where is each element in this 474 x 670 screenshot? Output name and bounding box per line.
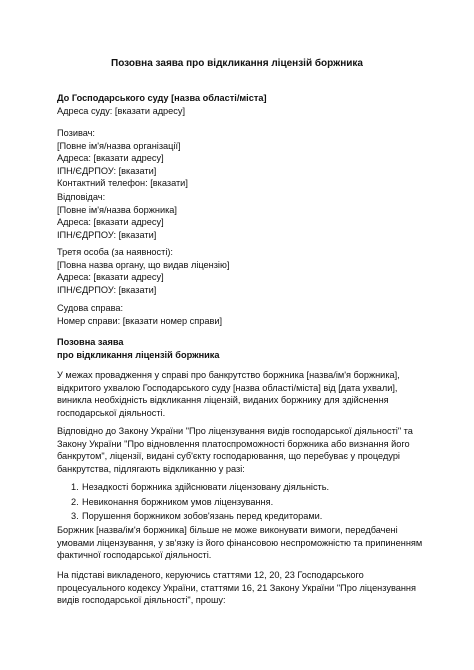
paragraph-line: У межах провадження у справі про банкрутство боржника [назва/ім'я боржника], [57, 370, 400, 380]
plaintiff-ipn: ІПН/ЄДРПОУ: [вказати] [57, 165, 157, 176]
paragraph-line: На підставі викладеного, керуючись статтями 12, 20, 23 Господарського [57, 570, 364, 580]
statement-heading-line1: Позовна заява [57, 337, 124, 347]
plaintiff-address: Адреса: [вказати адресу] [57, 153, 164, 163]
third-party-address: Адреса: [вказати адресу] [57, 272, 164, 282]
paragraph-line: умовами ліцензування, у зв'язку із його фінансовою неспроможністю та припиненням [57, 537, 423, 548]
paragraph-line: виникла необхідність відкликання ліцензій, виданих боржнику для здійснення [57, 395, 389, 405]
paragraph-line: Боржник [назва/ім'я боржника] більше не може виконувати вимоги, передбачені [57, 525, 398, 535]
case-label: Судова справа: [57, 303, 124, 313]
defendant-ipn: ІПН/ЄДРПОУ: [вказати] [57, 229, 157, 240]
defendant-address: Адреса: [вказати адресу] [57, 217, 164, 227]
reasons-list [57, 481, 427, 523]
list-item-text: Незадкості боржника здійснювати ліцензовану діяльність. [82, 482, 330, 492]
paragraph-line: відкритого ухвалою Господарського суду [назва області/міста] від [дата ухвали], [57, 382, 398, 393]
third-party-name: [Повна назва органу, що видав ліцензію] [57, 259, 230, 270]
case-number: Номер справи: [вказати номер справи] [57, 315, 223, 326]
paragraph-line: фактичної господарської діяльності. [57, 550, 212, 560]
paragraph-line: Відповідно до Закону України "Про ліцензування видів господарської діяльності" та [57, 426, 413, 436]
third-party-block [57, 246, 427, 296]
paragraph-line: банкрутом", ліцензії, видані суб'єкту господарювання, що перебуває у процедурі [57, 451, 400, 461]
document-title: Позовна заява про відкликання ліцензій боржника [111, 58, 363, 69]
plaintiff-block [57, 127, 427, 190]
plaintiff-name: [Повне ім'я/назва організації] [57, 140, 181, 151]
list-item-number: 2. [71, 496, 79, 507]
plaintiff-phone: Контактний телефон: [вказати] [57, 178, 188, 188]
paragraph-4 [57, 569, 427, 607]
third-party-ipn: ІПН/ЄДРПОУ: [вказати] [57, 284, 157, 295]
statement-heading-line2: про відкликання ліцензій боржника [57, 349, 220, 360]
plaintiff-label: Позивач: [57, 128, 95, 138]
defendant-label: Відповідач: [57, 192, 106, 202]
paragraph-3 [57, 524, 427, 562]
case-block [57, 302, 427, 327]
list-item-number: 1. [71, 482, 79, 492]
paragraph-1 [57, 369, 427, 419]
paragraph-line: господарської діяльності. [57, 407, 166, 418]
court-address: Адреса суду: [вказати адресу] [57, 105, 186, 116]
paragraph-line: процесуального кодексу України, статтями 16, 21 Закону України "Про ліцензування [57, 582, 416, 593]
defendant-name: [Повне ім'я/назва боржника] [57, 204, 177, 215]
list-item [57, 510, 427, 523]
paragraph-line: Закону України "Про відновлення платоспроможності боржника або визнання його [57, 438, 410, 449]
list-item-number: 3. [71, 511, 79, 521]
paragraph-line: банкрутства, підлягають відкликанню у разі: [57, 463, 245, 474]
paragraph-2 [57, 425, 427, 475]
list-item-text: Невиконання боржником умов ліцензування. [82, 496, 274, 507]
statement-heading [57, 336, 427, 361]
list-item [57, 496, 427, 509]
defendant-block [57, 191, 427, 241]
list-item [57, 481, 427, 494]
court-heading: До Господарського суду [назва області/міста] [57, 93, 267, 103]
court-block [57, 92, 427, 117]
list-item-text: Порушення боржником зобов'язань перед кредиторами. [82, 511, 323, 521]
paragraph-line: видів господарської діяльності", прошу: [57, 595, 226, 605]
third-party-label: Третя особа (за наявності): [57, 247, 173, 257]
